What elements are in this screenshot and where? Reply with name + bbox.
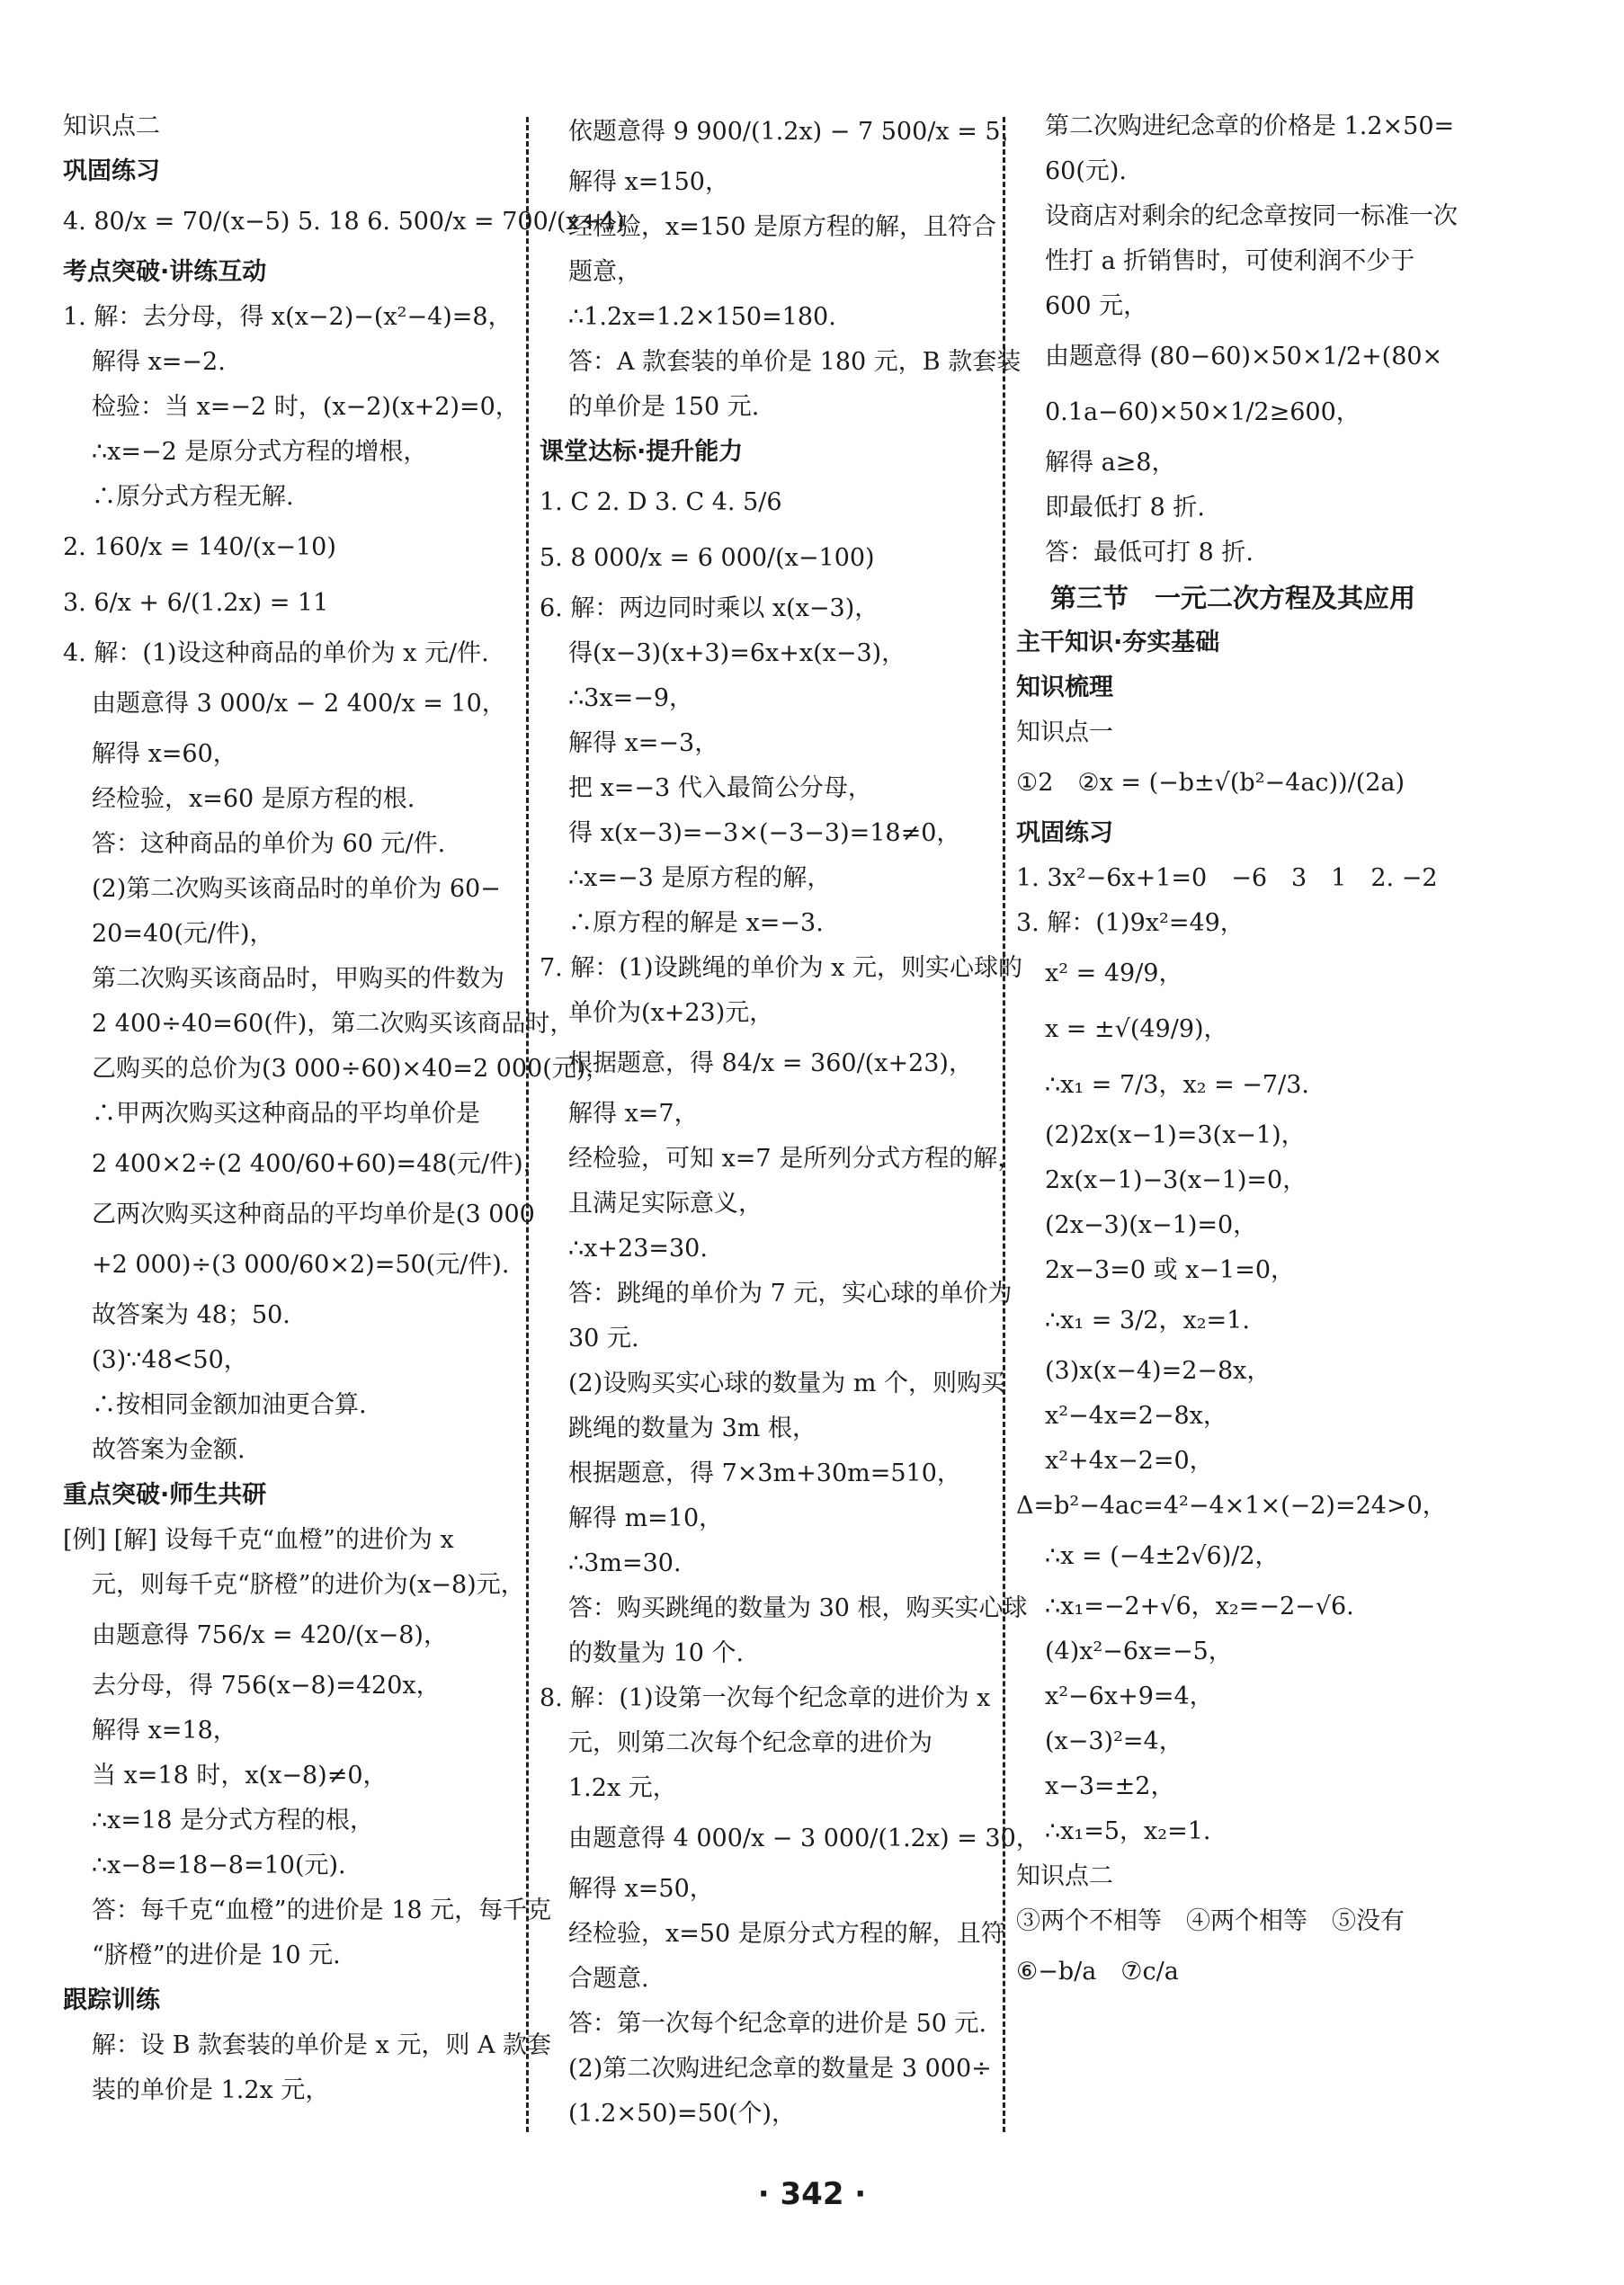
text-line: 知识点一 — [1016, 719, 1113, 746]
text-line: ⑥−b/a ⑦c/a — [1016, 1958, 1179, 1986]
text-line: 20=40(元/件)， — [92, 920, 274, 948]
text-line: 60(元). — [1045, 157, 1128, 185]
section-heading: 主干知识·夯实基础 — [1016, 629, 1220, 656]
text-line: 600 元， — [1045, 292, 1148, 320]
text-line: 第二次购买该商品时，甲购买的件数为 — [92, 965, 504, 993]
text-line: 3. 6/x + 6/(1.2x) = 11 — [63, 589, 329, 617]
text-line: [例] [解] 设每千克“血橙”的进价为 x — [63, 1526, 454, 1554]
text-line: 且满足实际意义， — [568, 1190, 763, 1218]
section-heading: 跟踪训练 — [63, 1986, 160, 2014]
text-line: 乙两次购买这种商品的平均单价是(3 000 — [92, 1201, 535, 1228]
text-line: (2)第二次购买该商品时的单价为 60− — [92, 875, 501, 903]
text-line: ③两个不相等 ④两个相等 ⑤没有 — [1016, 1907, 1405, 1935]
text-line: 答：A 款套装的单价是 180 元，B 款套装 — [568, 348, 1022, 376]
section-heading: 考点突破·讲练互动 — [63, 258, 267, 286]
section-heading: 第三节 一元二次方程及其应用 — [1050, 583, 1416, 613]
text-line: 解得 a≥8， — [1045, 449, 1176, 477]
text-line: 装的单价是 1.2x 元， — [92, 2076, 330, 2104]
text-line: 由题意得 3 000/x − 2 400/x = 10， — [92, 690, 506, 718]
text-line: 检验：当 x=−2 时，(x−2)(x+2)=0， — [92, 393, 520, 421]
text-line: 30 元. — [568, 1325, 639, 1352]
text-line: 跳绳的数量为 3m 根， — [568, 1415, 816, 1442]
text-line: ∴3m=30. — [568, 1549, 682, 1577]
text-line: (2)设购买实心球的数量为 m 个，则购买 — [568, 1370, 1006, 1397]
text-line: 解得 x=50， — [568, 1875, 714, 1903]
text-line: ①2 ②x = (−b±√(b²−4ac))/(2a) — [1016, 769, 1405, 797]
text-line: 2 400×2÷(2 400/60+60)=48(元/件)， — [92, 1150, 548, 1178]
text-line: 元，则每千克“脐橙”的进价为(x−8)元， — [92, 1571, 525, 1599]
text-line: 的数量为 10 个. — [568, 1639, 745, 1667]
text-line: 答：购买跳绳的数量为 30 根，购买实心球 — [568, 1594, 1028, 1622]
text-line: 经检验，x=50 是原分式方程的解，且符 — [568, 1920, 1005, 1948]
text-line: 7. 解：(1)设跳绳的单价为 x 元，则实心球的 — [540, 954, 1022, 982]
text-line: 故答案为 48；50. — [92, 1301, 290, 1329]
text-line: 解得 x=−3， — [568, 729, 719, 757]
text-line: 去分母，得 756(x−8)=420x， — [92, 1672, 441, 1700]
text-line: 1.2x 元， — [568, 1774, 677, 1802]
section-heading: 知识梳理 — [1016, 674, 1113, 701]
text-line: x²−4x=2−8x， — [1045, 1402, 1227, 1430]
text-line: 由题意得 756/x = 420/(x−8)， — [92, 1621, 448, 1649]
text-line: ∴x₁ = 7/3，x₂ = −7/3. — [1045, 1071, 1309, 1099]
text-line: (3)∵48<50， — [92, 1346, 248, 1374]
text-line: 合题意. — [568, 1965, 649, 1993]
text-line: (4)x²−6x=−5， — [1045, 1638, 1233, 1665]
text-line: (1.2×50)=50(个)， — [568, 2100, 797, 2128]
text-line: ∴x=−2 是原分式方程的增根， — [92, 438, 428, 466]
text-line: (2)2x(x−1)=3(x−1)， — [1045, 1121, 1306, 1149]
text-line: (x−3)²=4， — [1045, 1727, 1183, 1755]
text-line: 答：最低可打 8 折. — [1045, 539, 1254, 567]
text-line: 当 x=18 时，x(x−8)≠0， — [92, 1762, 388, 1790]
text-line: 知识点二 — [1016, 1862, 1113, 1890]
text-line: (2)第二次购进纪念章的数量是 3 000÷ — [568, 2055, 992, 2083]
text-line: 得(x−3)(x+3)=6x+x(x−3)， — [568, 639, 906, 667]
text-line: ∴x=18 是分式方程的根， — [92, 1807, 374, 1834]
text-line: x² = 49/9， — [1045, 960, 1183, 987]
text-line: 设商店对剩余的纪念章按同一标准一次 — [1045, 202, 1458, 230]
text-line: 1. 3x²−6x+1=0 −6 3 1 2. −2 — [1016, 864, 1438, 892]
text-line: (2x−3)(x−1)=0， — [1045, 1211, 1258, 1239]
text-line: 知识点二 — [63, 112, 160, 140]
text-line: 2x−3=0 或 x−1=0， — [1045, 1256, 1296, 1284]
column-right — [1016, 104, 1484, 2186]
text-line: 单价为(x+23)元， — [568, 999, 774, 1027]
text-line: 解得 x=150， — [568, 168, 729, 196]
section-heading: 重点突破·师生共研 — [63, 1481, 267, 1509]
text-line: 题意， — [568, 258, 641, 286]
text-line: x²−6x+9=4， — [1045, 1683, 1214, 1710]
text-line: 元，则第二次每个纪念章的进价为 — [568, 1729, 932, 1757]
text-line: 把 x=−3 代入最简公分母， — [568, 774, 872, 802]
column-divider-left — [526, 117, 529, 2132]
text-line: 2. 160/x = 140/(x−10) — [63, 533, 336, 561]
text-line: ∴1.2x=1.2×150=180. — [568, 303, 836, 331]
text-line: 由题意得 (80−60)×50×1/2+(80× — [1045, 343, 1443, 370]
text-line: 解得 x=60， — [92, 740, 237, 768]
text-line: 解得 m=10， — [568, 1504, 724, 1532]
column-middle — [540, 104, 1040, 2186]
text-line: Δ=b²−4ac=4²−4×1×(−2)=24>0， — [1016, 1492, 1447, 1520]
text-line: 2x(x−1)−3(x−1)=0， — [1045, 1166, 1307, 1194]
text-line: 答：第一次每个纪念章的进价是 50 元. — [568, 2010, 987, 2038]
text-line: 经检验，x=150 是原方程的解，且符合 — [568, 213, 996, 241]
text-line: 答：每千克“血橙”的进价是 18 元，每千克 — [92, 1897, 552, 1924]
text-line: ∴3x=−9， — [568, 684, 694, 712]
page-number: · 342 · — [757, 2176, 867, 2212]
text-line: x = ±√(49/9)， — [1045, 1015, 1228, 1043]
text-line: 依题意得 9 900/(1.2x) − 7 500/x = 5， — [568, 118, 1025, 146]
text-line: ∴x = (−4±2√6)/2， — [1045, 1542, 1280, 1570]
text-line: 根据题意，得 84/x = 360/(x+23)， — [568, 1049, 973, 1077]
text-line: ∴x=−3 是原方程的解， — [568, 864, 832, 892]
text-line: 性打 a 折销售时，可使利润不少于 — [1045, 247, 1415, 275]
text-line: 根据题意，得 7×3m+30m=510， — [568, 1459, 961, 1487]
text-line: ∴x+23=30. — [568, 1235, 708, 1263]
text-line: ∴x₁=−2+√6，x₂=−2−√6. — [1045, 1593, 1354, 1620]
text-line: 答：这种商品的单价为 60 元/件. — [92, 830, 446, 858]
text-line: 解得 x=18， — [92, 1717, 237, 1745]
text-line: “脐橙”的进价是 10 元. — [92, 1941, 341, 1969]
text-line: 5. 8 000/x = 6 000/(x−100) — [540, 544, 875, 572]
text-line: 解：设 B 款套装的单价是 x 元，则 A 款套 — [92, 2031, 552, 2059]
text-line: ∴按相同金额加油更合算. — [92, 1391, 367, 1419]
text-line: 由题意得 4 000/x − 3 000/(1.2x) = 30， — [568, 1825, 1040, 1852]
text-line: 得 x(x−3)=−3×(−3−3)=18≠0， — [568, 819, 961, 847]
section-heading: 课堂达标·提升能力 — [540, 438, 744, 466]
text-line: 的单价是 150 元. — [568, 393, 760, 421]
text-line: 解得 x=7， — [568, 1100, 699, 1128]
text-line: x²+4x−2=0， — [1045, 1447, 1214, 1475]
text-line: ∴原分式方程无解. — [92, 483, 294, 511]
text-line: 第二次购进纪念章的价格是 1.2×50= — [1045, 112, 1455, 140]
text-line: 解得 x=−2. — [92, 348, 226, 376]
text-line: 8. 解：(1)设第一次每个纪念章的进价为 x — [540, 1684, 991, 1712]
text-line: ∴x₁=5，x₂=1. — [1045, 1817, 1211, 1845]
text-line: 3. 解：(1)9x²=49， — [1016, 909, 1245, 937]
text-line: x−3=±2， — [1045, 1772, 1175, 1800]
text-line: 1. 解：去分母，得 x(x−2)−(x²−4)=8， — [63, 303, 513, 331]
text-line: +2 000)÷(3 000/60×2)=50(元/件). — [92, 1251, 510, 1279]
text-line: 故答案为金额. — [92, 1436, 245, 1464]
text-line: 2 400÷40=60(件)，第二次购买该商品时， — [92, 1010, 575, 1038]
text-line: ∴甲两次购买这种商品的平均单价是 — [92, 1100, 480, 1128]
text-line: 即最低打 8 折. — [1045, 494, 1205, 522]
text-line: 1. C 2. D 3. C 4. 5/6 — [540, 488, 782, 516]
section-heading: 巩固练习 — [1016, 819, 1113, 847]
text-line: ∴x₁ = 3/2，x₂=1. — [1045, 1307, 1250, 1334]
text-line: 经检验，可知 x=7 是所列分式方程的解， — [568, 1145, 1022, 1173]
text-line: (3)x(x−4)=2−8x， — [1045, 1357, 1272, 1385]
text-line: 4. 解：(1)设这种商品的单价为 x 元/件. — [63, 639, 489, 667]
text-line: 4. 80/x = 70/(x−5) 5. 18 6. 500/x = 700/(x+4) — [63, 208, 625, 236]
text-line: ∴原方程的解是 x=−3. — [568, 909, 824, 937]
text-line: 经检验，x=60 是原方程的根. — [92, 785, 415, 813]
text-line: 0.1a−60)×50×1/2≥600， — [1045, 398, 1361, 426]
text-line: 6. 解：两边同时乘以 x(x−3)， — [540, 594, 879, 622]
column-divider-right — [1003, 117, 1005, 2132]
section-heading: 巩固练习 — [63, 157, 160, 185]
text-line: ∴x−8=18−8=10(元). — [92, 1852, 346, 1879]
text-line: 乙购买的总价为(3 000÷60)×40=2 000(元)， — [92, 1055, 611, 1083]
text-line: 答：跳绳的单价为 7 元，实心球的单价为 — [568, 1280, 1013, 1308]
